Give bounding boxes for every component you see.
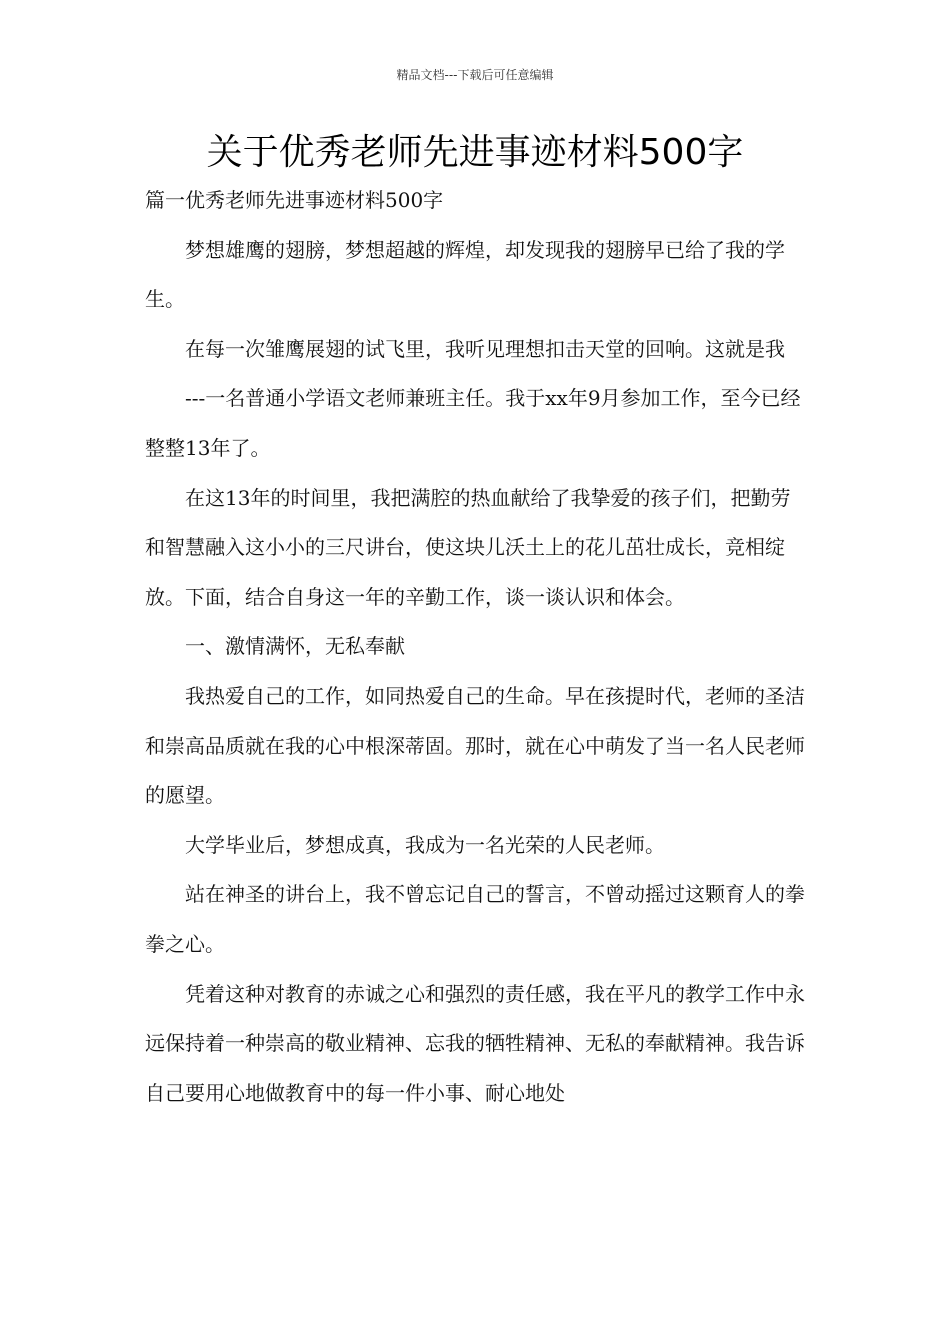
page-header: 精品文档---下载后可任意编辑 <box>396 68 554 82</box>
section-heading: 一、激情满怀，无私奉献 <box>185 634 405 659</box>
paragraph: 凭着这种对教育的赤诚之心和强烈的责任感，我在平凡的教学工作中永远保持着一种崇高的敬业精神、忘我的牺牲精神、无私的奉献精神。我告诉自己要用心地做教育中的每一件小事、耐心地处 <box>145 981 805 1105</box>
paragraph: 在每一次雏鹰展翅的试飞里，我听见理想扣击天堂的回响。这就是我 <box>185 336 785 361</box>
paragraph: 在这13年的时间里，我把满腔的热血献给了我挚爱的孩子们，把勤劳和智慧融入这小小的三尺讲台，使这块儿沃土上的花儿茁壮成长，竞相绽放。下面，结合自身这一年的辛勤工作，谈一谈认识和体会。 <box>145 485 791 609</box>
paragraph: 我热爱自己的工作，如同热爱自己的生命。早在孩提时代，老师的圣洁和崇高品质就在我的心中根深蒂固。那时，就在心中萌发了当一名人民老师的愿望。 <box>145 683 805 808</box>
document-body <box>145 176 807 1118</box>
section-subtitle: 篇一优秀老师先进事迹材料500字 <box>145 188 444 212</box>
document-title: 关于优秀老师先进事迹材料500字 <box>206 132 744 173</box>
paragraph: 站在神圣的讲台上，我不曾忘记自己的誓言，不曾动摇过这颗育人的拳拳之心。 <box>145 882 805 956</box>
paragraph: 梦想雄鹰的翅膀，梦想超越的辉煌，却发现我的翅膀早已给了我的学生。 <box>145 237 785 312</box>
paragraph: ---一名普通小学语文老师兼班主任。我于xx年9月参加工作，至今已经整整13年了。 <box>145 386 801 460</box>
paragraph: 大学毕业后，梦想成真，我成为一名光荣的人民老师。 <box>185 832 665 857</box>
